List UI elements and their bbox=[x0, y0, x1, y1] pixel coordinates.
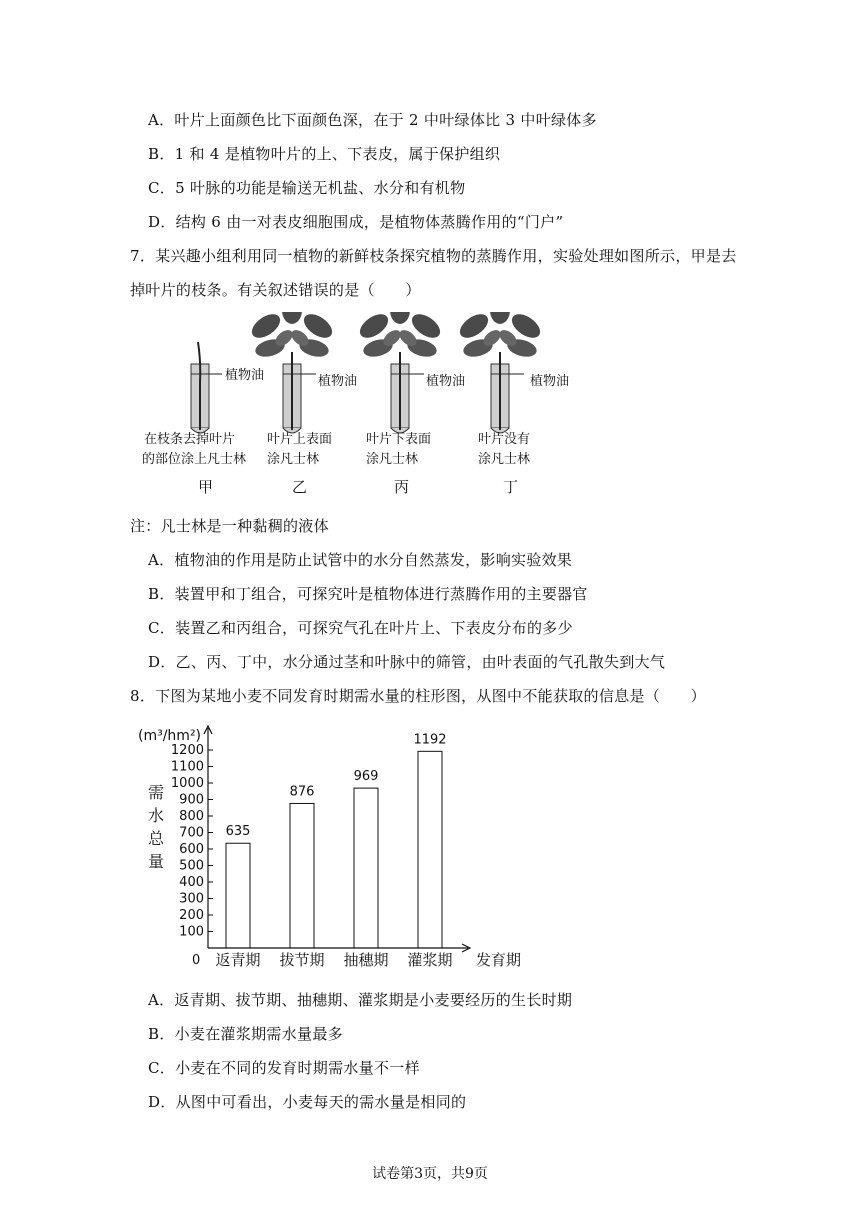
chart-y-tick-label: 300 bbox=[179, 891, 204, 907]
chart-y-label-char: 量 bbox=[148, 852, 165, 871]
q7-option-d: D．乙、丙、丁中，水分通过茎和叶脉中的筛管，由叶表面的气孔散失到大气 bbox=[148, 653, 666, 671]
page-footer: 试卷第3页，共9页 bbox=[372, 1166, 488, 1182]
q6-option-d: D．结构 6 由一对表皮细胞围成，是植物体蒸腾作用的“门户” bbox=[148, 213, 564, 231]
tube-jia bbox=[191, 342, 222, 433]
chart-y-label-char: 总 bbox=[148, 829, 165, 848]
tube-ding-caption-1: 叶片没有 bbox=[478, 432, 531, 447]
chart-y-tick-label: 400 bbox=[179, 875, 204, 890]
tube-yi-oil-label: 植物油 bbox=[318, 374, 358, 389]
chart-bar-value-label: 969 bbox=[353, 769, 379, 785]
q7-stem-line2: 掉叶片的枝条。有关叙述错误的是（ ） bbox=[130, 281, 421, 299]
chart-bar-value-label: 1192 bbox=[413, 732, 447, 748]
chart-y-unit: (m³/hm²) bbox=[138, 728, 202, 744]
tube-jia-oil-label: 植物油 bbox=[225, 368, 265, 383]
chart-y-tick-label: 900 bbox=[179, 792, 204, 808]
chart-x-category-label: 抽穗期 bbox=[343, 951, 389, 969]
tube-jia-caption-2: 的部位涂上凡士林 bbox=[142, 452, 247, 467]
q6-option-c: C．5 叶脉的功能是输送无机盐、水分和有机物 bbox=[148, 179, 466, 197]
q7-experiment-figure bbox=[130, 312, 570, 502]
tube-bing-caption-2: 涂凡士林 bbox=[366, 452, 419, 467]
chart-y-tick-label: 1100 bbox=[170, 759, 204, 775]
q8-option-b: B．小麦在灌浆期需水量最多 bbox=[148, 1025, 343, 1043]
chart-y-label-char: 需 bbox=[148, 783, 165, 802]
chart-x-label: 发育期 bbox=[476, 951, 522, 969]
chart-y-tick-label: 1200 bbox=[170, 743, 204, 758]
chart-y-tick-label: 500 bbox=[179, 858, 204, 874]
tube-ding-caption-2: 涂凡士林 bbox=[478, 452, 531, 467]
chart-y-label bbox=[148, 783, 165, 871]
chart-bar bbox=[418, 751, 442, 948]
tube-bing-name: 丙 bbox=[394, 478, 410, 496]
tube-jia-caption-1: 在枝条去掉叶片 bbox=[144, 432, 236, 447]
q7-option-a: A．植物油的作用是防止试管中的水分自然蒸发，影响实验效果 bbox=[148, 551, 573, 569]
q7-note: 注：凡士林是一种黏稠的液体 bbox=[130, 517, 329, 535]
tube-yi-name: 乙 bbox=[292, 478, 308, 496]
q7-option-c: C．装置乙和丙组合，可探究气孔在叶片上、下表皮分布的多少 bbox=[148, 619, 573, 637]
chart-x-categories bbox=[215, 951, 452, 969]
tube-ding bbox=[456, 312, 545, 433]
chart-y-ticks bbox=[171, 743, 213, 940]
chart-bar bbox=[354, 788, 378, 948]
chart-bar bbox=[226, 843, 250, 948]
q6-option-a: A．叶片上面颜色比下面颜色深，在于 2 中叶绿体比 3 中叶绿体多 bbox=[148, 111, 597, 129]
chart-y-tick-label: 200 bbox=[179, 908, 204, 923]
tube-bing-oil-label: 植物油 bbox=[426, 374, 466, 389]
chart-bar bbox=[290, 803, 314, 948]
tube-bing bbox=[356, 312, 445, 433]
tube-ding-name: 丁 bbox=[503, 478, 519, 496]
water-demand-bar-chart bbox=[130, 718, 540, 976]
chart-y-tick-label: 600 bbox=[179, 842, 204, 857]
q6-option-b: B．1 和 4 是植物叶片的上、下表皮，属于保护组织 bbox=[148, 145, 501, 163]
q7-option-b: B．装置甲和丁组合，可探究叶是植物体进行蒸腾作用的主要器官 bbox=[148, 585, 588, 603]
chart-x-category-label: 拔节期 bbox=[279, 951, 325, 969]
chart-y-tick-label: 100 bbox=[179, 924, 204, 940]
q7-stem-line1: 7．某兴趣小组利用同一植物的新鲜枝条探究植物的蒸腾作用，实验处理如图所示，甲是去 bbox=[130, 247, 737, 265]
tube-yi-caption-1: 叶片上表面 bbox=[267, 432, 333, 447]
chart-x-category-label: 灌浆期 bbox=[407, 951, 453, 969]
chart-bar-value-label: 876 bbox=[289, 784, 315, 800]
tube-bing-caption-1: 叶片下表面 bbox=[366, 432, 432, 447]
q8-option-a: A．返青期、拔节期、抽穗期、灌浆期是小麦要经历的生长时期 bbox=[148, 991, 573, 1009]
q8-option-d: D．从图中可看出，小麦每天的需水量是相同的 bbox=[148, 1093, 467, 1111]
chart-x-category-label: 返青期 bbox=[215, 951, 261, 969]
chart-y-tick-label: 800 bbox=[179, 809, 204, 824]
chart-origin-label: 0 bbox=[192, 953, 201, 968]
q8-option-c: C．小麦在不同的发育时期需水量不一样 bbox=[148, 1059, 420, 1077]
q8-stem: 8．下图为某地小麦不同发育时期需水量的柱形图，从图中不能获取的信息是（ ） bbox=[130, 687, 706, 705]
chart-y-tick-label: 1000 bbox=[170, 776, 204, 791]
chart-bars bbox=[226, 732, 447, 948]
chart-bar-value-label: 635 bbox=[225, 824, 251, 840]
tube-yi-caption-2: 涂凡士林 bbox=[267, 452, 320, 467]
chart-y-tick-label: 700 bbox=[179, 825, 204, 841]
tube-jia-name: 甲 bbox=[198, 478, 214, 496]
tube-ding-oil-label: 植物油 bbox=[530, 374, 570, 389]
chart-y-label-char: 水 bbox=[148, 806, 165, 825]
